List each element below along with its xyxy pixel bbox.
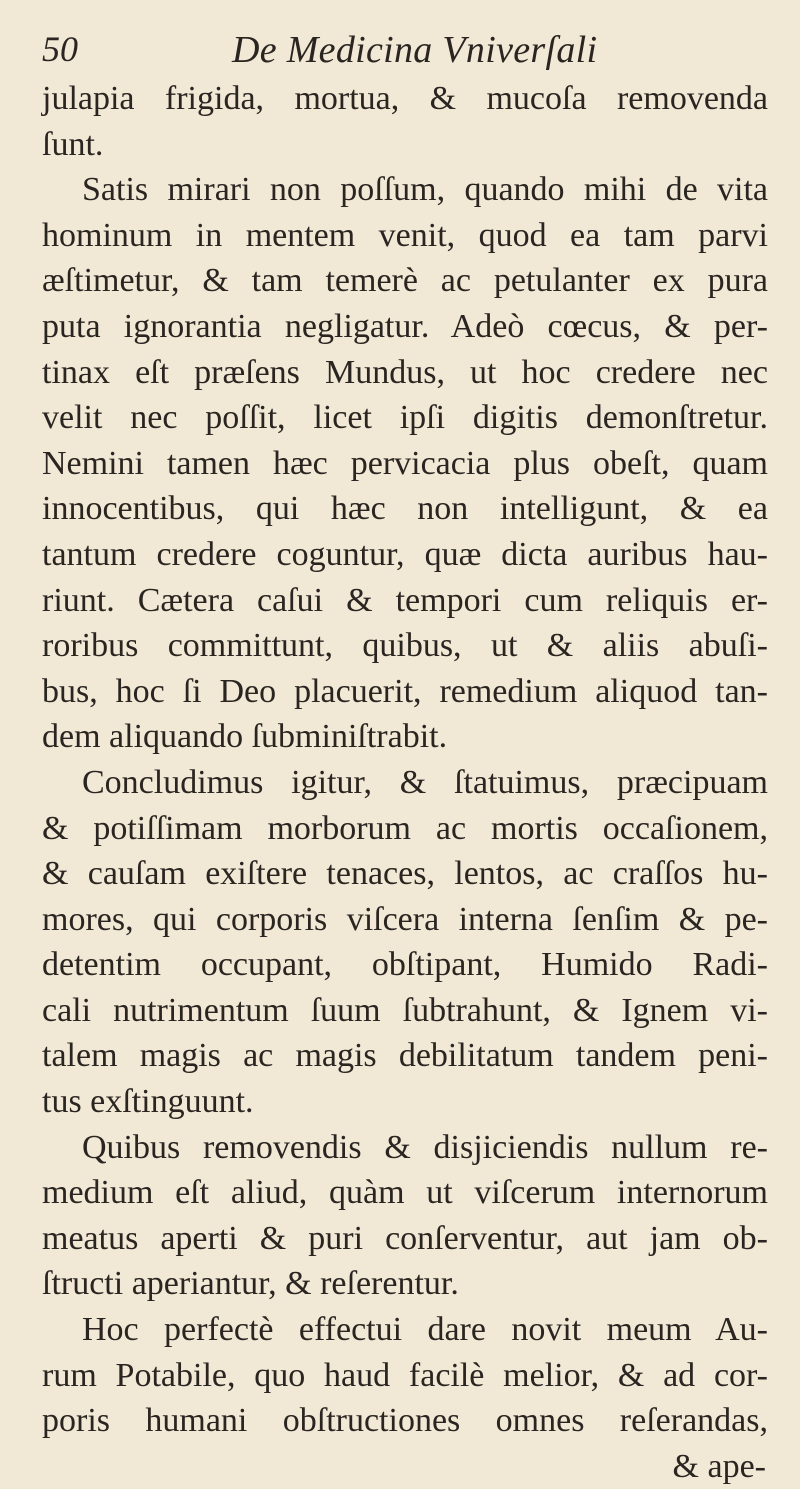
text-line: Satis mirari non poſſum, quando mihi de vita <box>82 171 768 209</box>
text-line: Nemini tamen hæc pervicacia plus obeſt, quam <box>42 444 768 482</box>
text-line: Quibus removendis & disjiciendis nullum re- <box>82 1128 768 1166</box>
body-text <box>42 76 768 1489</box>
text-line: poris humani obſtructiones omnes reſerandas, <box>42 1402 768 1440</box>
text-line: Concludimus igitur, & ſtatuimus, præcipuam <box>82 763 768 801</box>
text-line: meatus aperti & puri conſerventur, aut jam ob- <box>42 1219 768 1257</box>
text-line: detentim occupant, obſtipant, Humido Radi- <box>42 946 768 984</box>
text-line: roribus committunt, quibus, ut & aliis abuſi- <box>42 627 768 665</box>
catchword: & ape- <box>672 1447 766 1485</box>
text-line: & potiſſimam morborum ac mortis occaſionem, <box>42 809 768 847</box>
text-line: dem aliquando ſubminiſtrabit. <box>42 718 448 756</box>
text-line: ſtructi aperiantur, & reſerentur. <box>42 1265 459 1303</box>
text-line: hominum in mentem venit, quod ea tam parvi <box>42 216 768 254</box>
text-line: medium eſt aliud, quàm ut viſcerum internorum <box>42 1174 768 1212</box>
text-line: cali nutrimentum ſuum ſubtrahunt, & Ignem vi- <box>42 991 768 1029</box>
text-line: tantum credere coguntur, quæ dicta auribus hau- <box>42 535 768 573</box>
text-line: innocentibus, qui hæc non intelligunt, & ea <box>42 490 768 528</box>
text-line: ſunt. <box>42 125 104 163</box>
text-line: mores, qui corporis viſcera interna ſenſim & pe- <box>42 900 768 938</box>
text-line: puta ignorantia negligatur. Adeò cœcus, & per- <box>42 307 768 345</box>
page-header <box>42 22 762 78</box>
text-line: riunt. Cætera caſui & tempori cum reliquis er- <box>42 581 768 619</box>
running-head: De Medicina Vniverſali <box>232 29 598 71</box>
text-line: & cauſam exiſtere tenaces, lentos, ac craſſos hu- <box>42 855 768 893</box>
text-line: talem magis ac magis debilitatum tandem peni- <box>42 1037 768 1075</box>
page-number: 50 <box>42 29 78 69</box>
text-line: bus, hoc ſi Deo placuerit, remedium aliquod tan- <box>42 672 768 710</box>
text-line: æſtimetur, & tam temerè ac petulanter ex pura <box>42 262 768 300</box>
text-line: Hoc perfectè effectui dare novit meum Au- <box>82 1311 768 1349</box>
text-line: julapia frigida, mortua, & mucoſa removenda <box>42 80 768 117</box>
text-line: rum Potabile, quo haud facilè melior, & ad cor- <box>42 1356 768 1394</box>
text-line: velit nec poſſit, licet ipſi digitis demonſtretur. <box>42 399 768 437</box>
text-line: tinax eſt præſens Mundus, ut hoc credere nec <box>42 353 768 391</box>
text-line: tus exſtinguunt. <box>42 1083 254 1121</box>
